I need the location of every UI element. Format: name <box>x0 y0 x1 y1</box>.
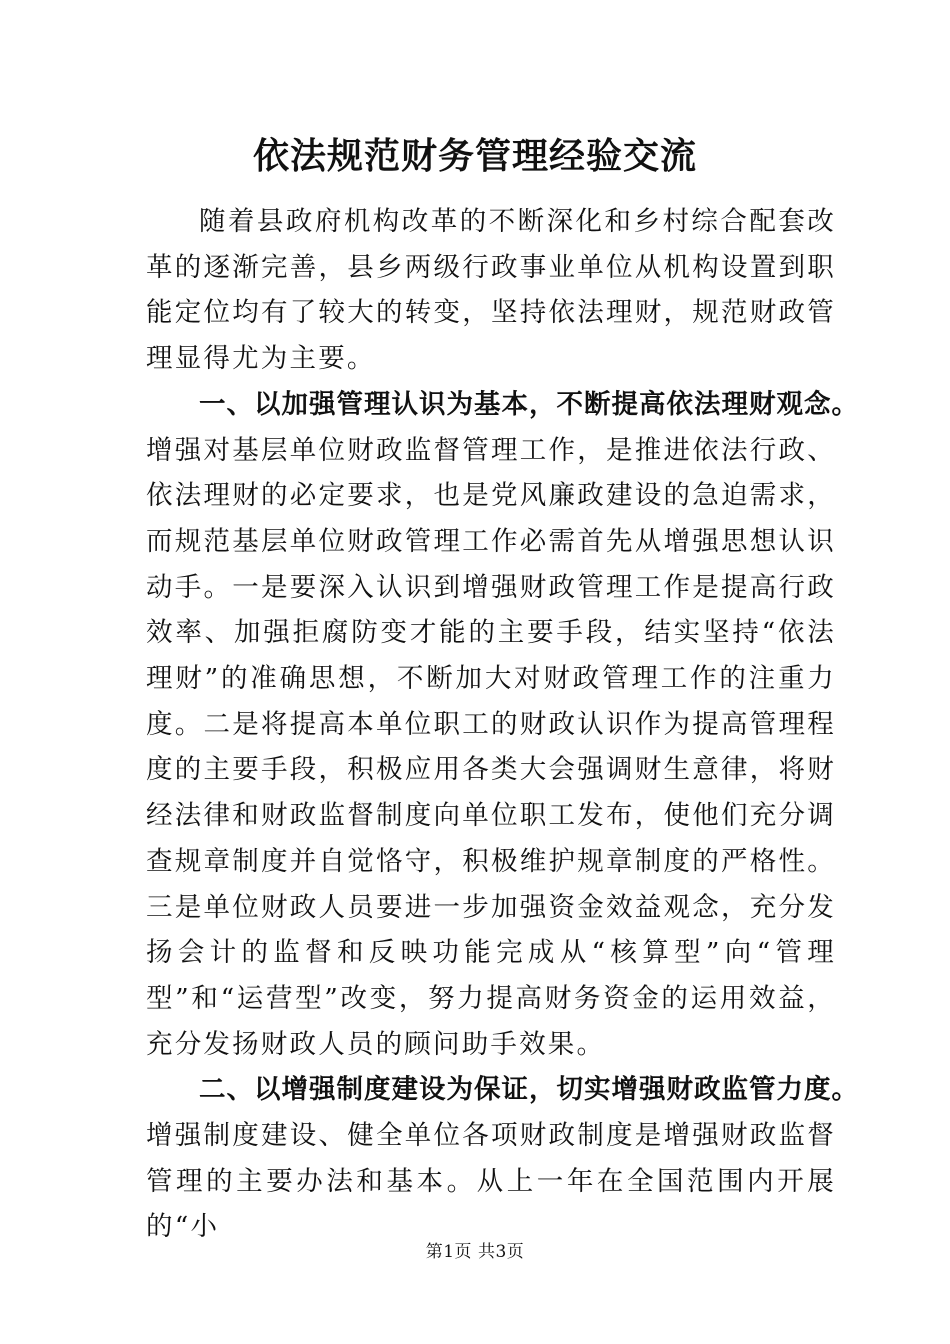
intro-paragraph: 随着县政府机构改革的不断深化和乡村综合配套改革的逐渐完善，县乡两级行政事业单位从机构设置到职能定位均有了较大的转变，坚持依法理财，规范财政管理显得尤为主要。 <box>146 206 836 375</box>
document-body <box>146 199 859 1250</box>
section-heading-1: 一、以加强管理认识为基本，不断提高依法理财观念。 <box>199 388 859 420</box>
document-title: 依法规范财务管理经验交流 <box>252 135 697 177</box>
page-number-footer: 第1页 共3页 <box>425 1242 525 1262</box>
section-body-2: 增强制度建设、健全单位各项财政制度是增强财政监督管理的主要办法和基本。从上一年在全国范围内开展的“小 <box>146 1120 836 1243</box>
section-heading-2: 二、以增强制度建设为保证，切实增强财政监管力度。 <box>199 1074 859 1106</box>
section-body-1: 增强对基层单位财政监督管理工作，是推进依法行政、依法理财的必定要求，也是党风廉政建设的急迫需求，而规范基层单位财政管理工作必需首先从增强思想认识动手。一是要深入认识到增强财政管理工作是提高行政效率、加强拒腐防变才能的主要手段，结实坚持“依法理财”的准确思想，不断加大对财政管理工作的注重力度。二是将提高本单位职工的财政认识作为提高管理程度的主要手段，积极应用各类大会强调财生意律，将财经法律和财政监督制度向单位职工发布，使他们充分调查规章制度并自觉恪守，积极维护规章制度的严格性。三是单位财政人员要进一步加强资金效益观念，充分发扬会计的监督和反映功能完成从“核算型”向“管理型”和“运营型”改变，努力提高财务资金的运用效益，充分发扬财政人员的顾问助手效果。 <box>146 434 836 1060</box>
